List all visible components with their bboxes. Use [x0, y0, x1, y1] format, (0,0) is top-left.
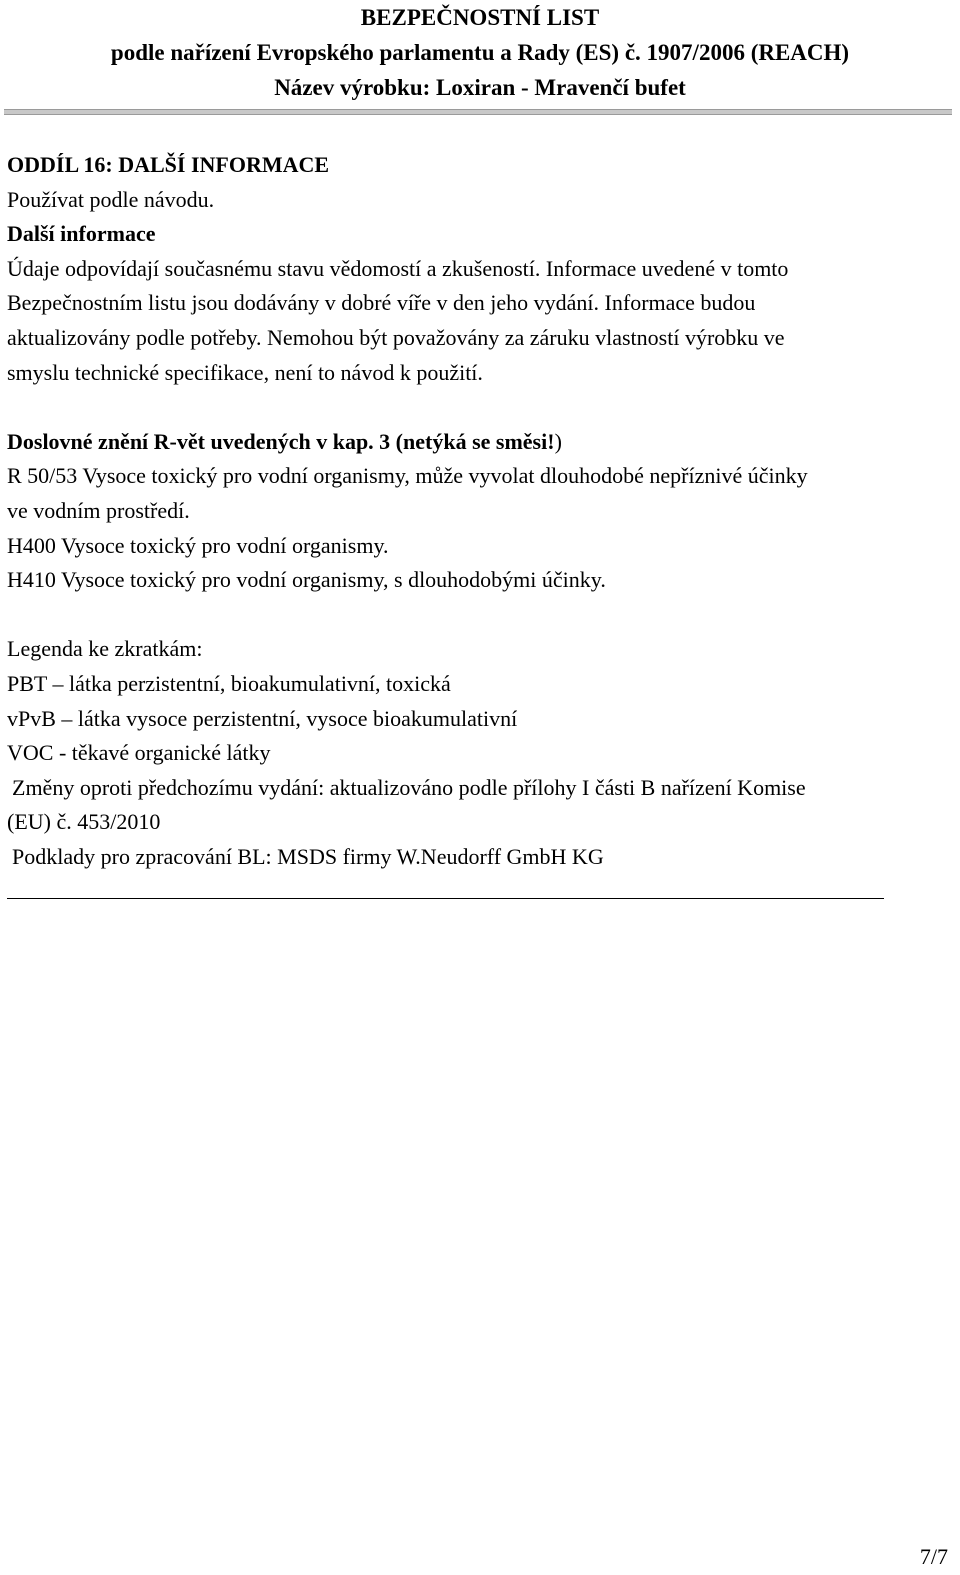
r-phrases-heading [7, 425, 937, 460]
legend-heading: Legenda ke zkratkám: [7, 636, 203, 662]
changes-note-continued: (EU) č. 453/2010 [7, 809, 161, 835]
closing-rule [7, 898, 884, 899]
spacer [7, 390, 937, 425]
r-phrase-line: R 50/53 Vysoce toxický pro vodní organismy, může vyvolat dlouhodobé nepříznivé účinky [7, 463, 808, 489]
spacer [7, 598, 937, 633]
header-divider [4, 109, 952, 115]
legend-item-vpvb: vPvB – látka vysoce perzistentní, vysoce bioakumulativní [7, 705, 518, 731]
r-phrases-heading-text: Doslovné znění R-vět uvedených v kap. 3 (netýká se směsi! [7, 428, 555, 454]
section-title: ODDÍL 16: DALŠÍ INFORMACE [7, 152, 330, 177]
further-info-line: smyslu technické specifikace, není to návod k použití. [7, 359, 483, 385]
r-phrase-line: ve vodním prostředí. [7, 497, 190, 523]
section-16 [7, 148, 937, 874]
regulation-reference: podle nařízení Evropského parlamentu a Rady (ES) č. 1907/2006 (REACH) [110, 40, 850, 65]
h-phrase-line: H400 Vysoce toxický pro vodní organismy. [7, 532, 389, 558]
product-name: Název výrobku: Loxiran - Mravenčí bufet [274, 75, 686, 100]
further-info-line: aktualizovány podle potřeby. Nemohou být považovány za záruku vlastností výrobku ve [7, 324, 785, 350]
legend-item-pbt: PBT – látka perzistentní, bioakumulativní, toxická [7, 670, 451, 696]
page-number: 7/7 [919, 1544, 948, 1569]
sources-note: Podklady pro zpracování BL: MSDS firmy W.Neudorff GmbH KG [12, 843, 604, 869]
usage-note: Používat podle návodu. [7, 186, 215, 212]
r-phrases-heading-paren: ) [554, 428, 562, 454]
legend-item-voc: VOC - těkavé organické látky [7, 740, 271, 766]
further-info-heading: Další informace [7, 221, 156, 247]
further-info-line: Bezpečnostním listu jsou dodávány v dobré víře v den jeho vydání. Informace budou [7, 290, 756, 316]
document-header [0, 0, 960, 105]
changes-note: Změny oproti předchozímu vydání: aktualizováno podle přílohy I části B nařízení Komise [12, 774, 806, 800]
further-info-line: Údaje odpovídají současnému stavu vědomostí a zkušeností. Informace uvedené v tomto [7, 255, 789, 281]
h-phrase-line: H410 Vysoce toxický pro vodní organismy, s dlouhodobými účinky. [7, 567, 606, 593]
document-title: BEZPEČNOSTNÍ LIST [360, 5, 600, 30]
